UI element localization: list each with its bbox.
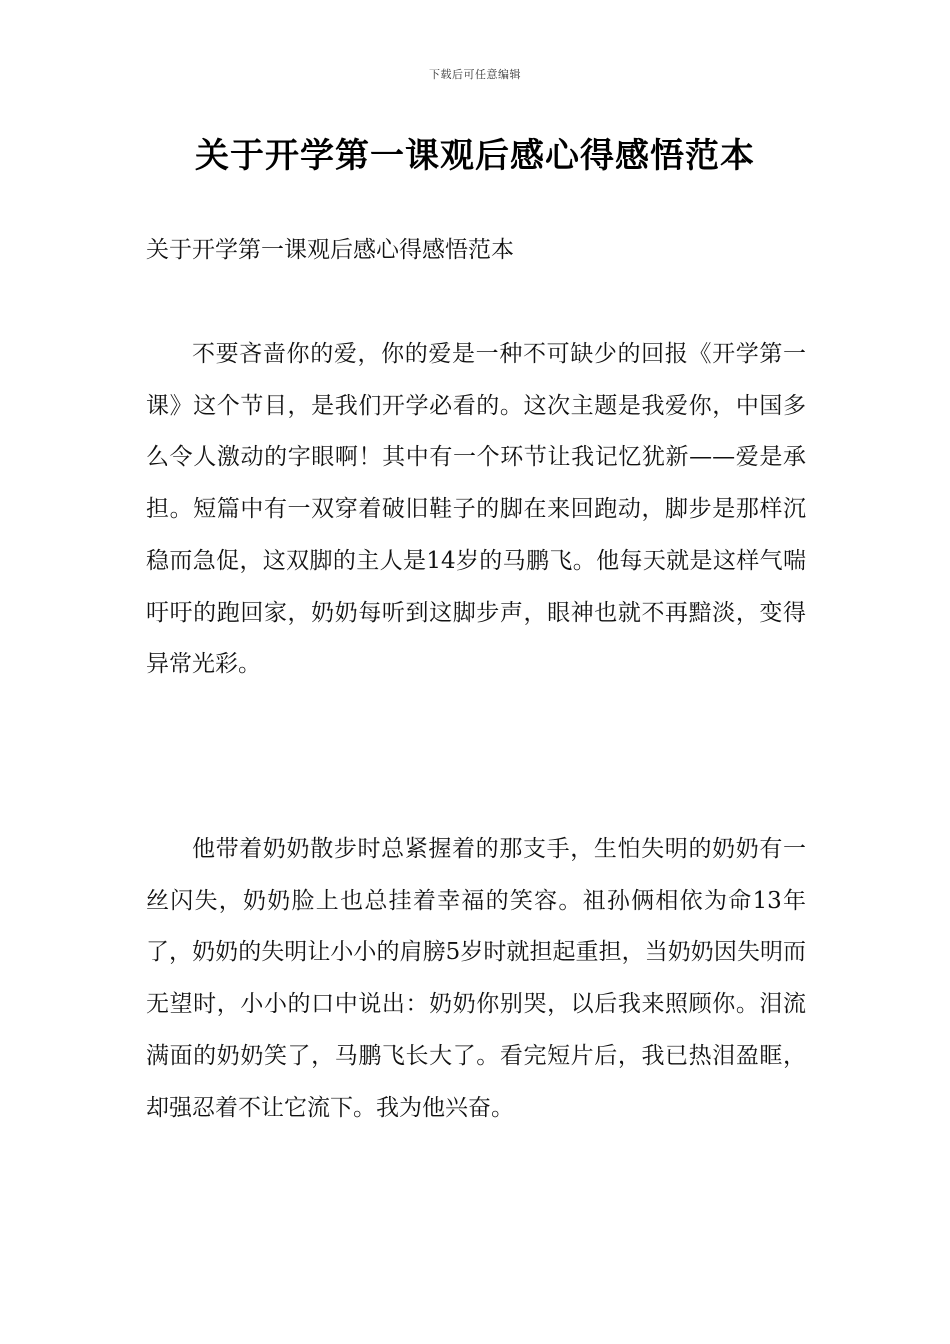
document-subtitle: 关于开学第一课观后感心得感悟范本 xyxy=(146,237,514,263)
body-paragraph-1: 不要吝啬你的爱，你的爱是一种不可缺少的回报《开学第一课》这个节目，是我们开学必看的。这次主题是我爱你，中国多么令人激动的字眼啊！其中有一个环节让我记忆犹新——爱是承担。短篇中有一双穿着破旧鞋子的脚在来回跑动，脚步是那样沉稳而急促，这双脚的主人是14岁的马鹏飞。他每天就是这样气喘吁吁的跑回家，奶奶每听到这脚步声，眼神也就不再黯淡，变得异常光彩。 xyxy=(146,341,806,678)
document-title: 关于开学第一课观后感心得感悟范本 xyxy=(195,136,755,176)
page-header-note: 下载后可任意编辑 xyxy=(429,68,521,81)
body-paragraph-2: 他带着奶奶散步时总紧握着的那支手，生怕失明的奶奶有一丝闪失，奶奶脸上也总挂着幸福的笑容。祖孙俩相依为命13年了，奶奶的失明让小小的肩膀5岁时就担起重担，当奶奶因失明而无望时，小小的口中说出：奶奶你别哭，以后我来照顾你。泪流满面的奶奶笑了，马鹏飞长大了。看完短片后，我已热泪盈眶，却强忍着不让它流下。我为他兴奋。 xyxy=(146,836,806,1121)
